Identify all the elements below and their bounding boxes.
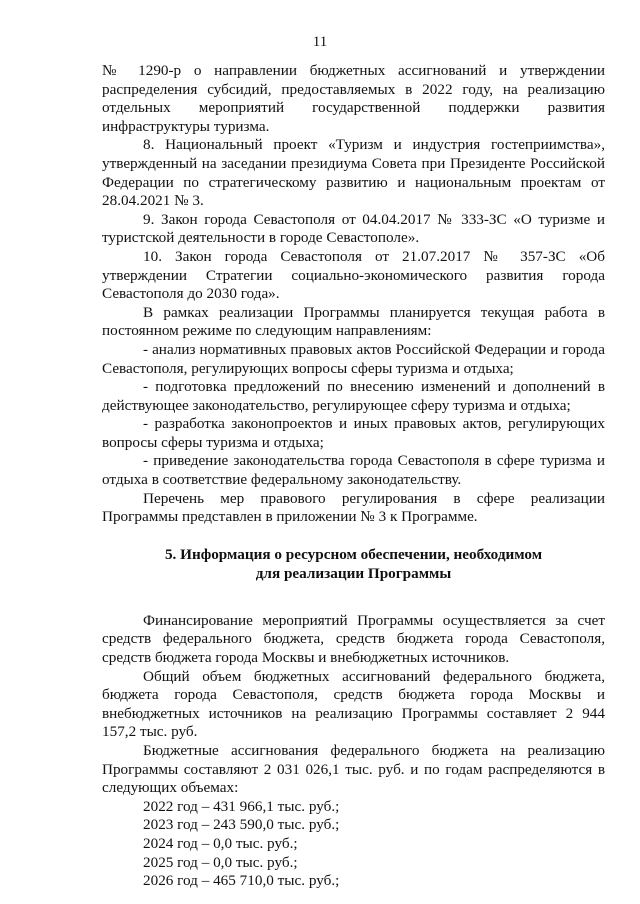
document-body bbox=[102, 62, 605, 891]
bullet-drafting: - разработка законопроектов и иных правовых актов, регулирующих вопросы сферы туризма и отдыха; bbox=[102, 415, 605, 451]
paragraph-item-8: 8. Национальный проект «Туризм и индустрия гостеприимства», утвержденный на заседании президиума Совета при Президенте Российской Федерации по стратегическому развитию и национальным проектам от 28.04.2021 № 3. bbox=[102, 136, 605, 210]
paragraph-item-10: 10. Закон города Севастополя от 21.07.2017 № 357-ЗС «Об утверждении Стратегии социально-экономического развития города Севастополя до 2030 года». bbox=[102, 247, 605, 303]
bullet-analysis: - анализ нормативных правовых актов Российской Федерации и города Севастополя, регулирующих вопросы сферы туризма и отдыха; bbox=[102, 340, 605, 377]
year-2023: 2023 год – 243 590,0 тыс. руб.; bbox=[143, 816, 340, 834]
paragraph-decree-1290: № 1290-р о направлении бюджетных ассигнований и утверждении распределения субсидий, предоставляемых в 2022 году, на реализацию отдельных мероприятий государственной поддержки развития инфраструктуры туризма. bbox=[102, 62, 605, 135]
year-2022: 2022 год – 431 966,1 тыс. руб.; bbox=[143, 797, 340, 815]
paragraph-program-work: В рамках реализации Программы планируется текущая работа в постоянном режиме по следующим направлениям: bbox=[102, 303, 605, 340]
bullet-proposals: - подготовка предложений по внесению изменений и дополнений в действующее законодательство, регулирующее сферу туризма и отдыха; bbox=[102, 378, 605, 414]
section-heading-line-2: для реализации Программы bbox=[255, 564, 452, 582]
paragraph-financing: Финансирование мероприятий Программы осуществляется за счет средств федерального бюджета, средств бюджета города Севастополя, средств бюджета города Москвы и внебюджетных источников. bbox=[102, 611, 605, 667]
year-2026: 2026 год – 465 710,0 тыс. руб.; bbox=[143, 872, 340, 890]
year-2025: 2025 год – 0,0 тыс. руб.; bbox=[143, 853, 298, 871]
paragraph-measures-list: Перечень мер правового регулирования в сфере реализации Программы представлен в приложении № 3 к Программе. bbox=[102, 489, 605, 526]
paragraph-item-9: 9. Закон города Севастополя от 04.04.2017 № 333-ЗС «О туризме и туристской деятельности в городе Севастополе». bbox=[102, 210, 605, 247]
paragraph-federal-allocations: Бюджетные ассигнования федерального бюджета на реализацию Программы составляют 2 031 026,1 тыс. руб. и по годам распределяются в следующих объемах: bbox=[102, 742, 605, 797]
page-number: 11 bbox=[312, 34, 328, 50]
section-heading-line-1: 5. Информация о ресурсном обеспечении, необходимом bbox=[164, 545, 543, 563]
year-2024: 2024 год – 0,0 тыс. руб.; bbox=[143, 834, 298, 852]
paragraph-total-volume: Общий объем бюджетных ассигнований федерального бюджета, бюджета города Севастополя, средств бюджета города Москвы и внебюджетных источников на реализацию Программы составляет 2 944 157,2 тыс. руб. bbox=[102, 667, 605, 741]
bullet-alignment: - приведение законодательства города Севастополя в сфере туризма и отдыха в соответствие федеральному законодательству. bbox=[102, 452, 605, 489]
